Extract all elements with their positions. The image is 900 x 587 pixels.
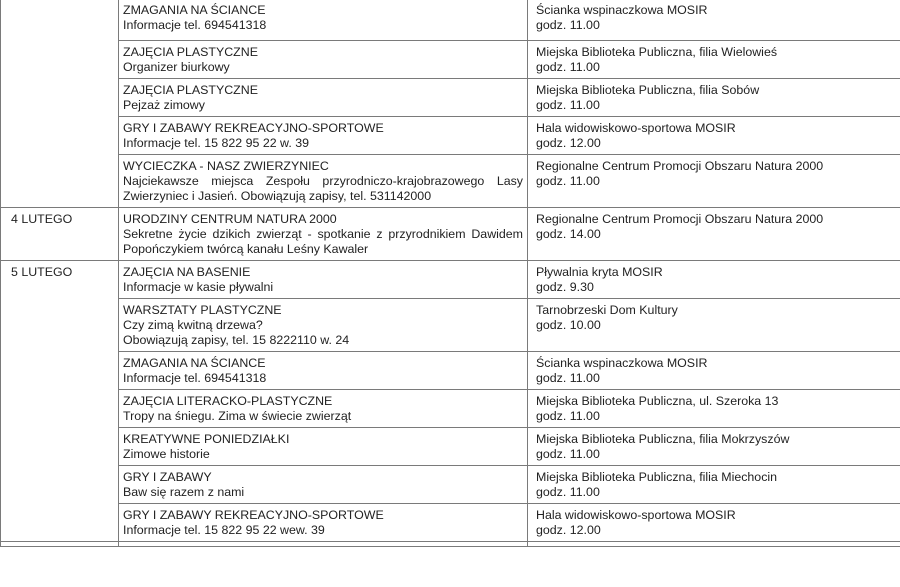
- event-description: Czy zimą kwitną drzewa?: [123, 318, 263, 332]
- place-cell: [528, 208, 900, 261]
- event-description: Najciekawsze miejsca Zespołu przyrodniczo-krajobrazowego Lasy Zwierzyniec i Jasień. Obowiązują zapisy, tel. 531142000: [123, 174, 523, 203]
- date-cell: [1, 0, 119, 208]
- place-name: Miejska Biblioteka Publiczna, filia Wielowieś: [536, 45, 778, 59]
- event-time: godz. 12.00: [536, 136, 601, 150]
- place-cell-partial: [528, 542, 900, 547]
- table-row: [1, 390, 900, 428]
- event-title: ZAJĘCIA NA BASENIE: [123, 265, 251, 279]
- event-description: Informacje tel. 15 822 95 22 wew. 39: [123, 523, 325, 537]
- event-cell: [119, 466, 528, 504]
- place-cell: [528, 352, 900, 390]
- place-cell: [528, 390, 900, 428]
- event-description: Informacje tel. 694541318: [123, 371, 267, 385]
- event-title: ZMAGANIA NA ŚCIANCE: [123, 3, 266, 17]
- event-description: Baw się razem z nami: [123, 485, 245, 499]
- event-time: godz. 14.00: [536, 227, 601, 241]
- event-description: Informacje w kasie pływalni: [123, 280, 274, 294]
- event-cell: [119, 117, 528, 155]
- table-row: [1, 352, 900, 390]
- date-cell: 5 LUTEGO: [1, 261, 119, 542]
- place-cell: [528, 428, 900, 466]
- event-title: ZMAGANIA NA ŚCIANCE: [123, 356, 266, 370]
- place-name: Hala widowiskowo-sportowa MOSIR: [536, 121, 736, 135]
- event-title: GRY I ZABAWY: [123, 470, 212, 484]
- place-name: Miejska Biblioteka Publiczna, filia Mokrzyszów: [536, 432, 790, 446]
- event-cell-partial: [119, 542, 528, 547]
- place-cell: [528, 155, 900, 208]
- place-cell: [528, 79, 900, 117]
- table-row: [1, 155, 900, 208]
- place-cell: [528, 0, 900, 41]
- place-name: Miejska Biblioteka Publiczna, filia Miechocin: [536, 470, 778, 484]
- event-title: GRY I ZABAWY REKREACYJNO-SPORTOWE: [123, 121, 384, 135]
- event-title: WARSZTATY PLASTYCZNE: [123, 303, 282, 317]
- event-cell: [119, 261, 528, 299]
- date-cell: 4 LUTEGO: [1, 208, 119, 261]
- event-time: godz. 11.00: [536, 60, 600, 74]
- event-time: godz. 12.00: [536, 523, 601, 537]
- event-title: ZAJĘCIA PLASTYCZNE: [123, 45, 258, 59]
- event-cell: [119, 352, 528, 390]
- event-description: Sekretne życie dzikich zwierząt - spotkanie z przyrodnikiem Dawidem Popończykiem twórcą kanału Leśny Kawaler: [123, 227, 523, 256]
- place-cell: [528, 299, 900, 352]
- place-name: Regionalne Centrum Promocji Obszaru Natura 2000: [536, 159, 824, 173]
- place-cell: [528, 504, 900, 542]
- event-title: ZAJĘCIA PLASTYCZNE: [123, 83, 258, 97]
- place-cell: [528, 41, 900, 79]
- event-description: Zimowe historie: [123, 447, 210, 461]
- event-cell: [119, 299, 528, 352]
- event-description: Organizer biurkowy: [123, 60, 230, 74]
- event-cell: [119, 208, 528, 261]
- event-time: godz. 11.00: [536, 447, 600, 461]
- event-title: GRY I ZABAWY REKREACYJNO-SPORTOWE: [123, 508, 384, 522]
- event-time: godz. 10.00: [536, 318, 601, 332]
- table-row: [1, 466, 900, 504]
- place-name: Ścianka wspinaczkowa MOSIR: [536, 3, 708, 17]
- table-row: [1, 428, 900, 466]
- event-cell: [119, 0, 528, 41]
- event-time: godz. 9.30: [536, 280, 594, 294]
- event-time: godz. 11.00: [536, 174, 600, 188]
- event-time: godz. 11.00: [536, 18, 600, 32]
- event-title: ZAJĘCIA LITERACKO-PLASTYCZNE: [123, 394, 333, 408]
- table-row: [1, 299, 900, 352]
- table-row: [1, 79, 900, 117]
- event-description: Pejzaż zimowy: [123, 98, 205, 112]
- place-cell: [528, 261, 900, 299]
- table-row: [1, 261, 900, 299]
- table-row: [1, 504, 900, 542]
- place-name: Miejska Biblioteka Publiczna, filia Sobów: [536, 83, 760, 97]
- event-description: Informacje tel. 15 822 95 22 w. 39: [123, 136, 309, 150]
- event-title: WYCIECZKA - NASZ ZWIERZYNIEC: [123, 159, 329, 173]
- place-name: Pływalnia kryta MOSIR: [536, 265, 663, 279]
- event-time: godz. 11.00: [536, 485, 600, 499]
- table-row: [1, 208, 900, 261]
- place-name: Miejska Biblioteka Publiczna, ul. Szeroka 13: [536, 394, 779, 408]
- place-name: Tarnobrzeski Dom Kultury: [536, 303, 678, 317]
- event-title: URODZINY CENTRUM NATURA 2000: [123, 212, 337, 226]
- place-name: Ścianka wspinaczkowa MOSIR: [536, 356, 708, 370]
- event-cell: [119, 155, 528, 208]
- place-name: Regionalne Centrum Promocji Obszaru Natura 2000: [536, 212, 824, 226]
- event-time: godz. 11.00: [536, 98, 600, 112]
- event-description-extra: Obowiązują zapisy, tel. 15 8222110 w. 24: [123, 333, 350, 347]
- place-cell: [528, 117, 900, 155]
- event-cell: [119, 390, 528, 428]
- event-cell: [119, 428, 528, 466]
- date-cell-partial: [1, 542, 119, 547]
- event-cell: [119, 79, 528, 117]
- event-cell: [119, 41, 528, 79]
- event-description: Informacje tel. 694541318: [123, 18, 267, 32]
- table-row: [1, 0, 900, 41]
- event-title: KREATYWNE PONIEDZIAŁKI: [123, 432, 290, 446]
- table-row: [1, 117, 900, 155]
- event-time: godz. 11.00: [536, 371, 600, 385]
- place-cell: [528, 466, 900, 504]
- event-description: Tropy na śniegu. Zima w świecie zwierząt: [123, 409, 352, 423]
- place-name: Hala widowiskowo-sportowa MOSIR: [536, 508, 736, 522]
- event-time: godz. 11.00: [536, 409, 600, 423]
- table-row-partial: [1, 542, 900, 547]
- event-cell: [119, 504, 528, 542]
- table-row: [1, 41, 900, 79]
